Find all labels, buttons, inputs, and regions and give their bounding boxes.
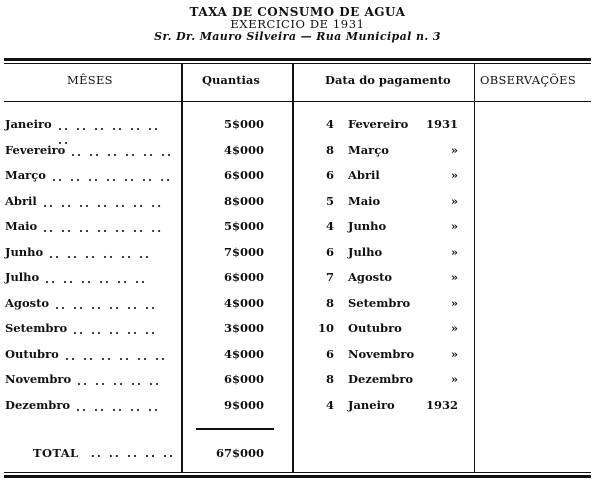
payment-month-cell: Junho: [348, 219, 387, 233]
top-rule-thin: [4, 63, 591, 64]
payment-year-cell: »: [450, 321, 458, 335]
month-cell: Maio: [5, 219, 38, 233]
payment-year-cell: »: [450, 193, 458, 208]
payment-day-cell: 6: [325, 346, 334, 361]
leader-dots: .. .. .. .. .. .. ..: [43, 195, 164, 210]
total-label-text: TOTAL: [33, 446, 79, 460]
payment-month-cell: Novembro: [348, 346, 415, 361]
table-row: [0, 296, 595, 316]
payment-year-cell: »: [450, 244, 458, 259]
leader-dots: .. .. .. .. .. ..: [65, 348, 168, 363]
quantia-cell: 5$000: [223, 219, 264, 233]
month-cell: Outubro: [5, 346, 59, 361]
payment-day-cell: 8: [325, 295, 334, 310]
payment-month-cell: Maio: [348, 193, 381, 208]
payment-day-cell: 4: [325, 117, 334, 131]
month-cell: Setembro: [5, 321, 68, 335]
month-cell: Junho: [5, 244, 44, 259]
column-header-observacoes: OBSERVAÇÕES: [480, 73, 577, 87]
month-cell: Novembro: [5, 372, 72, 386]
table-row: [0, 245, 595, 265]
leader-dots: .. .. .. .. .. ..: [45, 272, 148, 286]
header-underline: [4, 101, 591, 102]
table-row: [0, 321, 595, 341]
payment-month-cell: Setembro: [348, 295, 411, 310]
payment-day-cell: 5: [325, 193, 334, 208]
document-subtitle: EXERCICIO DE 1931: [230, 17, 365, 31]
bottom-rule-thick: [4, 475, 591, 478]
document-title: TAXA DE CONSUMO DE AGUA: [189, 5, 406, 19]
payment-year-cell: »: [450, 270, 458, 284]
payment-month-cell: Julho: [348, 244, 383, 259]
leader-dots: .. .. .. .. ..: [76, 399, 161, 414]
quantia-cell: 4$000: [223, 142, 264, 157]
payment-year-cell: »: [450, 168, 458, 182]
payment-day-cell: 8: [325, 372, 334, 386]
table-row: [0, 194, 595, 214]
leader-dots: .. .. .. .. ..: [77, 374, 162, 388]
table-row: [0, 398, 595, 418]
month-cell: Fevereiro: [5, 142, 66, 157]
column-header-meses: MÊSES: [67, 73, 113, 87]
month-cell: Abril: [5, 193, 37, 208]
payment-day-cell: 7: [325, 270, 334, 284]
column-header-data-pagamento: Data do pagamento: [325, 73, 451, 87]
quantia-cell: 7$000: [223, 244, 264, 259]
leader-dots: .. .. .. .. .. .. ..: [58, 119, 161, 147]
payment-year-cell: »: [450, 346, 458, 361]
top-rule-thick: [4, 58, 591, 61]
quantia-cell: 3$000: [223, 321, 264, 335]
payment-month-cell: Agosto: [348, 270, 393, 284]
leader-dots: .. .. .. .. .. .. ..: [52, 170, 173, 184]
quantia-cell: 4$000: [223, 346, 264, 361]
payment-month-cell: Fevereiro: [348, 117, 409, 131]
quantia-cell: 6$000: [223, 168, 264, 182]
payment-day-cell: 6: [325, 244, 334, 259]
leader-dots: .. .. .. .. .. ..: [71, 144, 174, 159]
table-row: [0, 219, 595, 239]
payment-month-cell: Dezembro: [348, 372, 414, 386]
payment-month-cell: Abril: [348, 168, 380, 182]
leader-dots: .. .. .. .. .. .. ..: [43, 221, 164, 235]
total-label: [33, 446, 175, 460]
table-row: [0, 347, 595, 367]
quantia-cell: 6$000: [223, 372, 264, 386]
payment-month-cell: Março: [348, 142, 389, 157]
quantia-cell: 5$000: [223, 117, 264, 131]
payment-day-cell: 10: [317, 321, 334, 335]
payment-year-cell: »: [450, 219, 458, 233]
quantia-cell: 6$000: [223, 270, 264, 284]
total-leader-dots: .. .. .. .. ..: [90, 446, 175, 460]
payment-year-cell: »: [450, 295, 458, 310]
payment-year-cell: 1932: [425, 397, 458, 412]
leader-dots: .. .. .. .. ..: [73, 323, 158, 337]
month-cell: Julho: [5, 270, 40, 284]
month-cell: Março: [5, 168, 46, 182]
leader-dots: .. .. .. .. .. ..: [55, 297, 158, 312]
payment-month-cell: Janeiro: [348, 397, 395, 412]
column-header-quantias: Quantias: [202, 73, 260, 87]
month-cell: Janeiro: [5, 117, 52, 131]
table-row: [0, 270, 595, 290]
payment-year-cell: 1931: [425, 117, 458, 131]
owner-line: Sr. Dr. Mauro Silveira — Rua Municipal n. 3: [154, 30, 441, 43]
bottom-rule-thin: [4, 472, 591, 473]
table-row: [0, 168, 595, 188]
quantia-cell: 9$000: [223, 397, 264, 412]
month-cell: Agosto: [5, 295, 50, 310]
payment-month-cell: Outubro: [348, 321, 402, 335]
payment-day-cell: 4: [325, 219, 334, 233]
quantia-cell: 8$000: [223, 193, 264, 208]
payment-year-cell: »: [450, 372, 458, 386]
table-row: [0, 117, 595, 147]
payment-year-cell: »: [450, 142, 458, 157]
payment-day-cell: 8: [325, 142, 334, 157]
payment-day-cell: 6: [325, 168, 334, 182]
total-separator: [196, 428, 274, 430]
payment-day-cell: 4: [325, 397, 334, 412]
table-row: [0, 372, 595, 392]
total-value: 67$000: [215, 446, 264, 460]
table-row: [0, 143, 595, 163]
leader-dots: .. .. .. .. .. ..: [49, 246, 152, 261]
month-cell: Dezembro: [5, 397, 71, 412]
quantia-cell: 4$000: [223, 295, 264, 310]
